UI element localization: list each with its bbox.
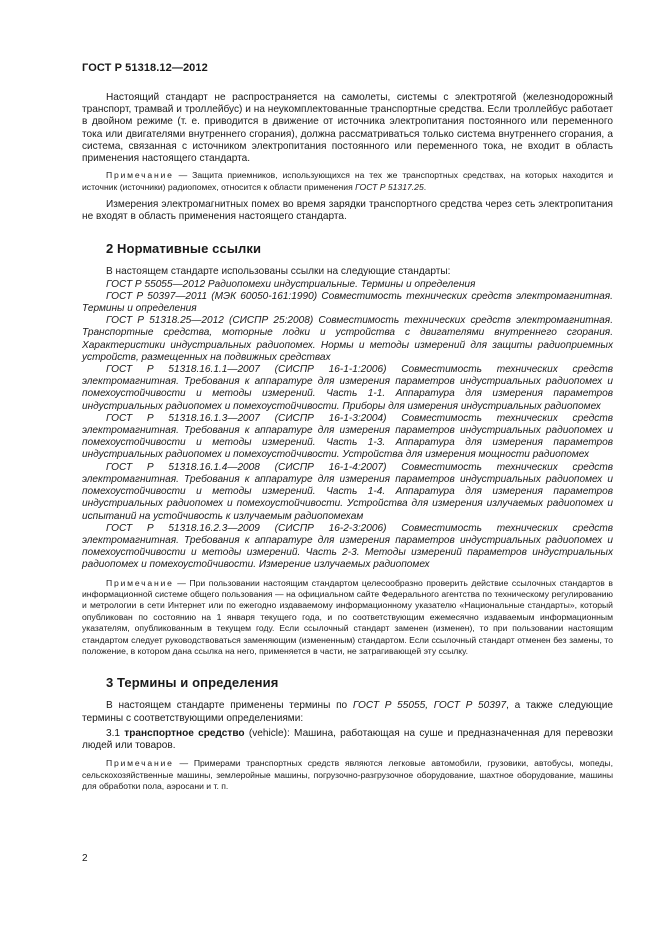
section-3-title: 3 Термины и определения (106, 675, 279, 691)
term-number: 3.1 (106, 727, 125, 739)
note-text: — Защита приемников, использующихся на тех же транспортных средствах, на которых находится и источник (источники) радиопомех, относится к области применения (82, 170, 613, 192)
page-content (82, 92, 613, 792)
terms-intro-end: , а также следующие термины с соответствующими определениями: (82, 700, 613, 724)
reference-item: ГОСТ Р 51318.16.2.3—2009 (СИСПР 16-2-3:2006) Совместимость технических средств электромагнитная. Требования к аппаратуре для измерения параметров индустриальных радиопомех и помехоустойчивости и методы измерений. Часть 2-3. Методы измерений параметров индустриальных радиопомех и помехоустойчивости. Измерение излучаемых радиопомех (82, 522, 613, 571)
scope-note (82, 170, 613, 193)
document-header: ГОСТ Р 51318.12—2012 (82, 62, 208, 74)
note-label: Примечание (106, 170, 174, 181)
term-note (82, 758, 613, 792)
reference-item: ГОСТ Р 50397—2011 (МЭК 60050-161:1990) Совместимость технических средств электромагнитная. Термины и определения (82, 290, 613, 315)
note-end: . (423, 181, 427, 192)
note-text: — Примерами транспортных средств являются легковые автомобили, грузовики, автобусы, мопеды, сельскохозяйственные машины, землеройные машины, погрузочно-разгрузочное оборудование, шахтное оборудование, машины для обработки пола, аэросани и т. п. (82, 758, 613, 791)
terms-intro-start: В настоящем стандарте применены термины по (106, 700, 353, 712)
reference-item: ГОСТ Р 51318.25—2012 (СИСПР 25:2008) Совместимость технических средств электромагнитная. Транспортные средства, моторные лодки и устройства с двигателями внутреннего сгорания. Характеристики индустриальных радиопомех. Нормы и методы измерений для защиты радиоприемных устройств, размещенных на подвижных средствах (82, 315, 613, 363)
reference-item: ГОСТ Р 55055—2012 Радиопомехи индустриальные. Термины и определения (106, 278, 476, 290)
note-label: Примечание (106, 758, 174, 769)
terms-intro (82, 700, 613, 724)
refs-intro: В настоящем стандарте использованы ссылки на следующие стандарты: (106, 266, 451, 278)
page-number: 2 (82, 853, 88, 864)
term-definition (82, 728, 613, 752)
note-reference: ГОСТ Р 51317.25 (355, 181, 424, 192)
term-text: (vehicle): Машина, работающая на суше и предназначенная для перевозки людей или товаров. (82, 727, 613, 751)
section-2-title: 2 Нормативные ссылки (106, 241, 262, 257)
note-text: — При пользовании настоящим стандартом целесообразно проверить действие ссылочных стандартов в информационной системе общего пользования — на официальном сайте Федерального агентства по техническому регулированию и метрологии в сети Интернет или по ежегодно издаваемому информационному указателю «Национальные стандарты», который опубликован по состоянию на 1 января текущего года, и по соответствующим ежемесячно издаваемым информационным указателям, опубликованным в текущем году. Если ссылочный стандарт заменен (изменен), то при пользовании настоящим стандартом следует руководствоваться заменяющим (измененным) стандартом. Если ссылочный стандарт отменен без замены, то положение, в котором дана ссылка на него, применяется в части, не затрагивающей эту ссылку. (82, 577, 613, 656)
reference-item: ГОСТ Р 51318.16.1.4—2008 (СИСПР 16-1-4:2007) Совместимость технических средств электромагнитная. Требования к аппаратуре для измерения параметров индустриальных радиопомех и помехоустойчивости и методы измерений. Часть 1-4. Аппаратура для измерения параметров индустриальных радиопомех и помехоустойчивости. Устройства для измерения излучаемых радиопомех и испытаний на устойчивость к излучаемым радиопомехам (82, 461, 613, 522)
reference-item: ГОСТ Р 51318.16.1.3—2007 (СИСПР 16-1-3:2004) Совместимость технических средств электромагнитная. Требования к аппаратуре для измерения параметров индустриальных радиопомех и помехоустойчивости и методы измерений. Часть 1-3. Аппаратура для измерения параметров индустриальных радиопомех и помехоустойчивости. Устройства для измерения мощности радиопомех (82, 412, 613, 461)
scope-paragraph: Настоящий стандарт не распространяется на самолеты, системы с электротягой (железнодорожный транспорт, трамвай и троллейбус) и на неукомплектованные транспортные средства. Если троллейбус работает в двойном режиме (т. е. приводится в движение от источника электропитания постоянного или переменного тока или двигателями внутреннего сгорания), должна рассматриваться только система внутреннего сгорания, а система, связанная с источником электропитания постоянного или переменного тока, не входит в область применения настоящего стандарта. (82, 92, 613, 165)
note-label: Примечание (106, 577, 174, 588)
terms-intro-refs: ГОСТ Р 55055, ГОСТ Р 50397 (352, 700, 507, 712)
reference-item: ГОСТ Р 51318.16.1.1—2007 (СИСПР 16-1-1:2006) Совместимость технических средств электромагнитная. Требования к аппаратуре для измерения параметров индустриальных радиопомех и помехоустойчивости и методы измерений. Часть 1-1. Аппаратура для измерения параметров индустриальных радиопомех и помехоустойчивости. Приборы для измерения индустриальных радиопомех (82, 364, 613, 412)
term-name: транспортное средство (124, 727, 245, 739)
refs-note (82, 578, 613, 658)
scope-paragraph-charging: Измерения электромагнитных помех во время зарядки транспортного средства через сеть электропитания не входят в область применения настоящего стандарта. (82, 199, 613, 223)
